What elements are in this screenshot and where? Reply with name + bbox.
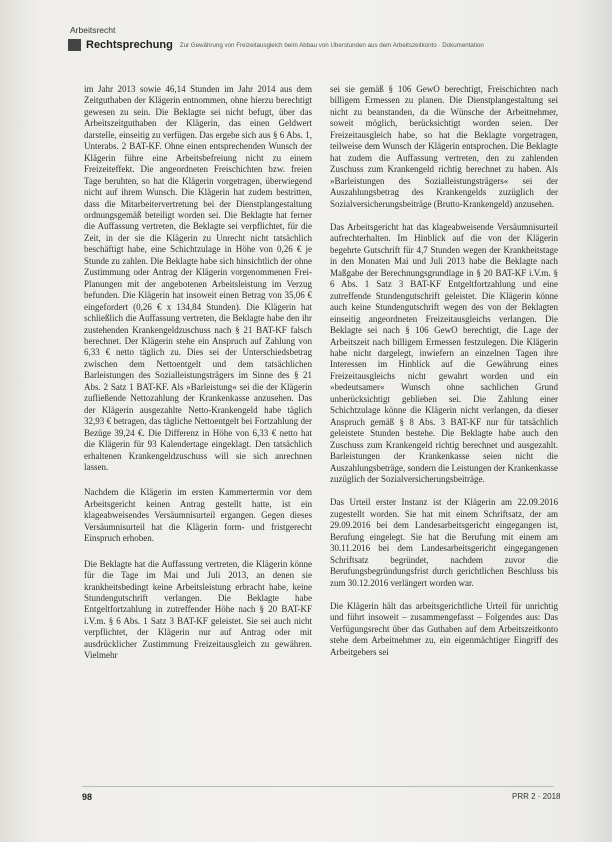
footer-divider: [82, 786, 554, 787]
running-header: [68, 38, 608, 52]
right-paragraph-4: Die Klägerin hält das arbeitsgerichtliche Urteil für unrichtig und führt insoweit – zusammengefasst – Folgendes aus: Das Verfügungsrecht über das Guthaben auf dem Arbeitszeitkonto stehe dem Arbeitnehmer zu, ein eigenmächtiger Eingriff des Arbeitgebers sei: [330, 601, 558, 657]
header-title: Rechtsprechung: [86, 39, 173, 51]
section-label: Arbeitsrecht: [70, 25, 116, 35]
right-paragraph-2: Das Arbeitsgericht hat das klageabweisende Versäumnisurteil aufrechterhalten. Im Hinblick auf die von der Klägerin begehrte Gutschrift für 4,7 Stunden wegen der Krankheitstage in den Monaten Mai und Juli 2013 habe die Beklagte nach Maßgabe der Berechnungsgrundlage in § 20 BAT-KF i.V.m. § 6 Abs. 1 Satz 3 BAT-KF Entgeltfortzahlung und eine zutreffende Stundengutschrift geleistet. Die Klägerin könne auch keine Stundengutschrift wegen des von der Beklagten einseitig angeordneten Freizeitausgleichs verlangen. Die Beklagte sei nach § 106 GewO berechtigt, die Lage der Arbeitszeit nach billigem Ermessen festzulegen. Die Klägerin habe nicht dargelegt, inwiefern an einzelnen Tagen ihre Interessen im Hinblick auf die Gewährung eines Freizeitausgleichs nicht gewahrt worden und ein »bedeutsamer« Wunsch ohne sachlichen Grund unberücksichtigt geblieben sei. Die Zahlung einer Schichtzulage könne die Klägerin nicht verlangen, da dieser Anspruch gemäß § 8 Abs. 3 BAT-KF nur für tatsächlich geleistete Stunden bestehe. Die Beklagte habe auch den Zuschuss zum Krankengeld richtig berechnet und ausgezahlt. Barleistungen der Krankenkasse seien nicht die Auszahlungsbeträge, sondern die Leistungen der Krankenkasse zuzüglich der Sozialversicherungsbeiträge.: [330, 221, 558, 484]
header-marker-block: [68, 39, 81, 51]
left-paragraph-1: im Jahr 2013 sowie 46,14 Stunden im Jahr 2014 aus dem Zeitguthaben der Klägerin entnommen, ohne hierzu berechtigt gewesen zu sein. Die Beklagte sei nicht befugt, über das Arbeitszeitguthaben der Klägerin, das einen Geldwert darstelle, einseitig zu verfügen. Das ergebe sich aus § 6 Abs. 1, Unterabs. 2 BAT-KF. Ohne einen entsprechenden Wunsch der Klägerin führe eine Arbeitsbefreiung nicht zu einem Freizeiteffekt. Die angeordneten Freischichten bzw. freien Tage beruhten, so hat die Klägerin vorgetragen, überwiegend nicht auf ihrem Wunsch. Die Klägerin hat zudem bestritten, dass die Mitarbeitervertretung bei der Dienstplangestaltung ordnungsgemäß beteiligt worden sei. Die Beklagte hat ferner die Auffassung vertreten, die Beklagte sei verpflichtet, für die Zeit, in der sie die Klägerin zu Unrecht nicht tatsächlich beschäftigt habe, eine Schichtzulage in Höhe von 0,26 € je Stunde zu zahlen. Die Beklagte habe sich hinsichtlich der ohne Zustimmung oder Antrag der Klägerin vorgenommenen Frei-Planungen mit der angebotenen Arbeitsleistung im Verzug befunden. Die Klägerin hat insoweit einen Betrag von 35,06 € eingefordert (0,26 € x 134,84 Stunden). Die Klägerin hat schließlich die Auffassung vertreten, die Beklagte habe den ihr zustehenden Krankengeldzuschuss nach § 21 BAT-KF falsch berechnet. Der Klägerin stehe ein Anspruch auf Zahlung von 6,33 € netto täglich zu. Dies sei der Unterschiedsbetrag zwischen dem Nettoentgelt und dem tatsächlichen Barleistungen des Sozialleistungsträgers im Sinne des § 21 Abs. 2 Satz 1 BAT-KF. Als »Barleistung« sei die der Klägerin zufließende Nettozahlung der Krankenkasse anzusehen. Das der Klägerin ausgezahlte Netto-Krankengeld habe täglich 32,93 € betragen, das tägliche Nettoentgelt bei Fortzahlung der Bezüge 39,24 €. Die Differenz in Höhe von 6,33 € netto hat die Klägerin für 93 Kalendertage eingeklagt. Den tatsächlich erhaltenen Krankengeldzuschuss will sie sich anrechnen lassen.: [84, 84, 312, 472]
page-number: 98: [82, 792, 93, 802]
right-paragraph-3: Das Urteil erster Instanz ist der Klägerin am 22.09.2016 zugestellt worden. Sie hat mit einem Schriftsatz, der am 29.09.2016 bei dem Landesarbeitsgericht eingegangen ist, Berufung eingelegt. Sie hat die Berufung mit einem am 30.11.2016 bei dem Landesarbeitsgericht eingegangenen Schriftsatz begründet, nachdem zuvor die Berufungsbegründungsfrist durch gerichtlichen Beschluss bis zum 30.12.2016 verlängert worden war.: [330, 497, 558, 588]
left-paragraph-2: Nachdem die Klägerin im ersten Kammertermin vor dem Arbeitsgericht keinen Antrag gestellt hatte, ist ein klageabweisendes Versäumnisurteil ergangen. Gegen dieses Versäumnisurteil hat die Klägerin form- und fristgerecht Einspruch erhoben.: [84, 487, 312, 544]
journal-issue: PRR 2 · 2018: [512, 792, 561, 801]
right-paragraph-1: sei sie gemäß § 106 GewO berechtigt, Freischichten nach billigem Ermessen zu planen. Die Dienstplangestaltung sei nicht zu beanstanden, da die Wünsche der Arbeitnehmer, soweit möglich, berücksichtigt worden seien. Der Freizeitausgleich habe, so hat die Beklagte vorgetragen, teilweise dem Wunsch der Klägerin entsprochen. Die Beklagte hat zudem die Auffassung vertreten, den zu zahlenden Zuschuss zum Krankengeld richtig berechnet zu haben. Als »Barleistungen des Sozialleistungsträgers« sei der Auszahlungsbetrag des Krankengelds zuzüglich der Sozialversicherungsbeiträge (Brutto-Krankengeld) anzusehen.: [330, 84, 558, 209]
header-subtitle: Zur Gewährung von Freizeitausgleich beim Abbau von Überstunden aus dem Arbeitszeitkonto · Dokumentation: [179, 41, 484, 49]
right-column: [330, 84, 558, 670]
left-paragraph-3: Die Beklagte hat die Auffassung vertreten, die Klägerin könne für die Tage im Mai und Juli 2013, an denen sie krankheitsbedingt keine Arbeitsleistung erbracht habe, keine Stundengutschrift verlangen. Die Beklagte habe Entgeltfortzahlung in zutreffender Höhe nach § 20 BAT-KF i.V.m. § 6 Abs. 1 Satz 3 BAT-KF geleistet. Sie sei auch nicht verpflichtet, der Klägerin nur auf Antrag oder mit ausdrücklicher Zustimmung Freizeitausgleich zu gewähren. Vielmehr: [84, 558, 312, 661]
left-column: [84, 84, 312, 674]
